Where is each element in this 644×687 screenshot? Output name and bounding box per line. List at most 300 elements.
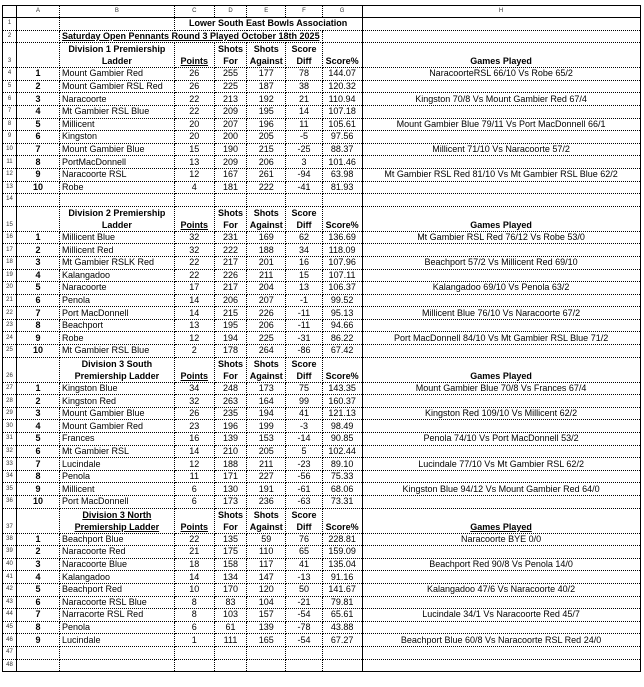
shots-against[interactable]: 104 [247, 596, 286, 609]
team-rank[interactable]: 6 [17, 131, 60, 144]
score-pct-header[interactable]: Score% [322, 206, 362, 231]
shots-for[interactable]: 195 [214, 319, 246, 332]
shots-for[interactable]: 213 [214, 93, 246, 106]
shots-for[interactable]: 139 [214, 433, 246, 446]
team-points[interactable]: 20 [174, 131, 214, 144]
game-result[interactable]: Kingston Blue 94/12 Vs Mount Gambier Red 64/0 [362, 483, 640, 496]
team-name[interactable]: Kalangadoo [60, 571, 175, 584]
shots-against[interactable]: 177 [247, 68, 286, 81]
empty-cell[interactable] [247, 194, 286, 207]
score-pct[interactable]: 73.31 [322, 496, 362, 509]
shots-against[interactable]: 153 [247, 433, 286, 446]
empty-cell[interactable] [286, 659, 322, 672]
game-result[interactable]: Naracoorte BYE 0/0 [362, 533, 640, 546]
team-points[interactable]: 12 [174, 168, 214, 181]
empty-cell[interactable] [214, 194, 246, 207]
team-rank[interactable]: 10 [17, 181, 60, 194]
shots-against[interactable]: 59 [247, 533, 286, 546]
team-points[interactable]: 2 [174, 345, 214, 358]
game-result[interactable]: Kingston Red 109/10 Vs Millicent 62/2 [362, 407, 640, 420]
empty-cell[interactable] [286, 646, 322, 659]
shots-against[interactable]: 222 [247, 181, 286, 194]
select-all-corner[interactable] [3, 6, 17, 18]
team-points[interactable]: 13 [174, 319, 214, 332]
empty-cell[interactable] [247, 659, 286, 672]
shots-against[interactable]: 191 [247, 483, 286, 496]
row-number[interactable]: 32 [3, 445, 17, 458]
empty-cell[interactable] [362, 345, 640, 358]
shots-for[interactable]: 217 [214, 282, 246, 295]
empty-cell[interactable] [362, 181, 640, 194]
row-number[interactable]: 20 [3, 282, 17, 295]
game-result[interactable]: NaracoorteRSL 66/10 Vs Robe 65/2 [362, 68, 640, 81]
score-diff[interactable]: -23 [286, 458, 322, 471]
shots-for[interactable]: 231 [214, 231, 246, 244]
shots-for[interactable]: 170 [214, 583, 246, 596]
score-diff[interactable]: -5 [286, 131, 322, 144]
row-number[interactable]: 44 [3, 609, 17, 622]
empty-cell[interactable] [17, 194, 60, 207]
row-number[interactable]: 17 [3, 244, 17, 257]
row-number[interactable]: 33 [3, 458, 17, 471]
empty-cell[interactable] [17, 30, 60, 43]
score-diff[interactable]: 16 [286, 256, 322, 269]
empty-cell[interactable] [362, 445, 640, 458]
score-pct[interactable]: 81.93 [322, 181, 362, 194]
shots-for[interactable]: 200 [214, 131, 246, 144]
team-name[interactable]: Naracoorte RSL Blue [60, 596, 175, 609]
points-header[interactable]: Points [174, 43, 214, 68]
team-rank[interactable]: 3 [17, 256, 60, 269]
team-points[interactable]: 11 [174, 470, 214, 483]
team-name[interactable]: Penola [60, 294, 175, 307]
shots-for[interactable]: 103 [214, 609, 246, 622]
shots-for[interactable]: 83 [214, 596, 246, 609]
shots-for[interactable]: 263 [214, 395, 246, 408]
team-points[interactable]: 14 [174, 294, 214, 307]
empty-cell[interactable] [362, 621, 640, 634]
score-pct[interactable]: 75.33 [322, 470, 362, 483]
shots-against[interactable]: 199 [247, 420, 286, 433]
shots-for[interactable]: 217 [214, 256, 246, 269]
team-points[interactable]: 1 [174, 634, 214, 647]
team-rank[interactable]: 1 [17, 68, 60, 81]
score-pct[interactable]: 102.44 [322, 445, 362, 458]
empty-cell[interactable] [362, 80, 640, 93]
shots-for[interactable]: 210 [214, 445, 246, 458]
score-pct[interactable]: 97.56 [322, 131, 362, 144]
team-points[interactable]: 10 [174, 583, 214, 596]
team-rank[interactable]: 8 [17, 621, 60, 634]
game-result[interactable]: Millicent 71/10 Vs Naracoorte 57/2 [362, 143, 640, 156]
row-number[interactable]: 7 [3, 105, 17, 118]
team-rank[interactable]: 3 [17, 93, 60, 106]
score-diff-header[interactable] [286, 508, 322, 533]
empty-cell[interactable] [174, 659, 214, 672]
score-pct[interactable]: 89.10 [322, 458, 362, 471]
team-name[interactable]: Millicent Blue [60, 231, 175, 244]
empty-cell[interactable] [60, 646, 175, 659]
team-rank[interactable]: 5 [17, 583, 60, 596]
row-number[interactable]: 48 [3, 659, 17, 672]
row-number[interactable]: 21 [3, 294, 17, 307]
shots-against[interactable]: 205 [247, 445, 286, 458]
team-name[interactable]: Frances [60, 433, 175, 446]
row-number[interactable]: 34 [3, 470, 17, 483]
team-rank[interactable]: 2 [17, 80, 60, 93]
empty-cell[interactable] [362, 571, 640, 584]
game-result[interactable]: Kingston 70/8 Vs Mount Gambier Red 67/4 [362, 93, 640, 106]
team-rank[interactable]: 4 [17, 571, 60, 584]
team-rank[interactable]: 9 [17, 634, 60, 647]
team-name[interactable]: Robe [60, 181, 175, 194]
empty-cell[interactable] [362, 244, 640, 257]
empty-cell[interactable] [17, 508, 60, 533]
team-rank[interactable]: 4 [17, 269, 60, 282]
empty-cell[interactable] [214, 659, 246, 672]
team-points[interactable]: 26 [174, 407, 214, 420]
team-rank[interactable]: 3 [17, 407, 60, 420]
team-rank[interactable]: 10 [17, 345, 60, 358]
score-pct[interactable]: 65.61 [322, 609, 362, 622]
empty-cell[interactable] [174, 646, 214, 659]
score-diff[interactable]: -11 [286, 307, 322, 320]
team-rank[interactable]: 7 [17, 609, 60, 622]
team-points[interactable]: 13 [174, 156, 214, 169]
team-rank[interactable]: 6 [17, 445, 60, 458]
team-points[interactable]: 21 [174, 546, 214, 559]
column-header-c[interactable]: C [174, 6, 214, 18]
score-diff[interactable]: 3 [286, 156, 322, 169]
team-points[interactable]: 26 [174, 80, 214, 93]
shots-against[interactable]: 194 [247, 407, 286, 420]
shots-against[interactable]: 147 [247, 571, 286, 584]
shots-against[interactable]: 204 [247, 282, 286, 295]
team-name[interactable]: Beachport [60, 319, 175, 332]
shots-against[interactable]: 226 [247, 307, 286, 320]
shots-against[interactable]: 195 [247, 105, 286, 118]
game-result[interactable]: Mt Gambier RSL Red 81/10 Vs Mt Gambier RSL Blue 62/2 [362, 168, 640, 181]
shots-for[interactable]: 181 [214, 181, 246, 194]
score-pct[interactable]: 105.61 [322, 118, 362, 131]
division-title[interactable] [60, 357, 175, 382]
empty-cell[interactable] [60, 18, 175, 31]
score-diff[interactable]: -3 [286, 420, 322, 433]
shots-against[interactable]: 196 [247, 118, 286, 131]
score-diff[interactable]: 41 [286, 407, 322, 420]
shots-for[interactable]: 248 [214, 382, 246, 395]
score-diff[interactable]: 99 [286, 395, 322, 408]
team-points[interactable]: 20 [174, 118, 214, 131]
row-number[interactable]: 41 [3, 571, 17, 584]
row-number[interactable]: 42 [3, 583, 17, 596]
row-number[interactable]: 29 [3, 407, 17, 420]
team-name[interactable]: Naracoorte RSL [60, 168, 175, 181]
team-name[interactable]: Millicent [60, 483, 175, 496]
team-points[interactable]: 17 [174, 282, 214, 295]
team-name[interactable]: Mount Gambier Red [60, 68, 175, 81]
score-pct[interactable]: 160.37 [322, 395, 362, 408]
score-pct[interactable]: 118.09 [322, 244, 362, 257]
row-number[interactable]: 10 [3, 143, 17, 156]
shots-for[interactable]: 134 [214, 571, 246, 584]
team-name[interactable]: Mt Gambier RSL Blue [60, 105, 175, 118]
shots-against[interactable]: 264 [247, 345, 286, 358]
shots-against[interactable]: 192 [247, 93, 286, 106]
row-number[interactable]: 11 [3, 156, 17, 169]
score-diff[interactable]: -54 [286, 634, 322, 647]
shots-against[interactable]: 261 [247, 168, 286, 181]
team-name[interactable]: Millicent Red [60, 244, 175, 257]
game-result[interactable]: Port MacDonnell 84/10 Vs Mt Gambier RSL Blue 71/2 [362, 332, 640, 345]
round-subtitle[interactable]: Saturday Open Pennants Round 3 Played October 18th 2025 [60, 30, 323, 43]
score-diff[interactable]: 65 [286, 546, 322, 559]
shots-against[interactable]: 215 [247, 143, 286, 156]
team-name[interactable]: Mount Gambier Blue [60, 407, 175, 420]
team-rank[interactable]: 9 [17, 483, 60, 496]
empty-cell[interactable] [322, 194, 362, 207]
empty-cell[interactable] [60, 659, 175, 672]
team-points[interactable]: 15 [174, 143, 214, 156]
score-pct[interactable]: 135.04 [322, 558, 362, 571]
game-result[interactable]: Penola 74/10 Vs Port MacDonnell 53/2 [362, 433, 640, 446]
empty-cell[interactable] [362, 319, 640, 332]
score-pct[interactable]: 88.37 [322, 143, 362, 156]
team-rank[interactable]: 1 [17, 533, 60, 546]
score-diff[interactable]: -61 [286, 483, 322, 496]
row-number[interactable]: 13 [3, 181, 17, 194]
shots-against[interactable]: 206 [247, 156, 286, 169]
shots-for[interactable]: 215 [214, 307, 246, 320]
shots-for[interactable]: 235 [214, 407, 246, 420]
team-points[interactable]: 4 [174, 181, 214, 194]
shots-against[interactable]: 173 [247, 382, 286, 395]
score-diff[interactable]: 41 [286, 558, 322, 571]
team-points[interactable]: 12 [174, 458, 214, 471]
empty-cell[interactable] [362, 659, 640, 672]
empty-cell[interactable] [362, 646, 640, 659]
empty-cell[interactable] [17, 646, 60, 659]
score-diff[interactable]: 14 [286, 105, 322, 118]
team-name[interactable]: Kingston Red [60, 395, 175, 408]
game-result[interactable]: Beachport 57/2 Vs Millicent Red 69/10 [362, 256, 640, 269]
team-rank[interactable]: 3 [17, 558, 60, 571]
row-number[interactable]: 40 [3, 558, 17, 571]
team-rank[interactable]: 8 [17, 156, 60, 169]
shots-for[interactable]: 178 [214, 345, 246, 358]
team-rank[interactable]: 9 [17, 168, 60, 181]
row-number[interactable]: 24 [3, 332, 17, 345]
shots-for[interactable]: 188 [214, 458, 246, 471]
column-header-f[interactable]: F [286, 6, 322, 18]
team-name[interactable]: Mount Gambier Blue [60, 143, 175, 156]
score-pct[interactable]: 121.13 [322, 407, 362, 420]
team-name[interactable]: Naracoorte [60, 282, 175, 295]
shots-against[interactable]: 206 [247, 319, 286, 332]
game-result[interactable]: Lucindale 77/10 Vs Mt Gambier RSL 62/2 [362, 458, 640, 471]
score-diff[interactable]: -13 [286, 571, 322, 584]
games-played-header[interactable]: Games Played [362, 43, 640, 68]
column-header-e[interactable]: E [247, 6, 286, 18]
score-pct[interactable]: 91.16 [322, 571, 362, 584]
team-name[interactable]: Kalangadoo [60, 269, 175, 282]
shots-for[interactable]: 61 [214, 621, 246, 634]
shots-against[interactable]: 139 [247, 621, 286, 634]
team-name[interactable]: Penola [60, 470, 175, 483]
empty-cell[interactable] [17, 357, 60, 382]
shots-for[interactable]: 135 [214, 533, 246, 546]
empty-cell[interactable] [362, 470, 640, 483]
row-number[interactable]: 37 [3, 508, 17, 533]
shots-against[interactable]: 201 [247, 256, 286, 269]
shots-for[interactable]: 209 [214, 156, 246, 169]
shots-for[interactable]: 196 [214, 420, 246, 433]
game-result[interactable]: Beachport Blue 60/8 Vs Naracoorte RSL Red 24/0 [362, 634, 640, 647]
division-title[interactable] [60, 43, 175, 68]
empty-cell[interactable] [362, 496, 640, 509]
score-diff[interactable]: -78 [286, 621, 322, 634]
team-name[interactable]: Naracoorte [60, 93, 175, 106]
empty-cell[interactable] [17, 43, 60, 68]
row-number[interactable]: 46 [3, 634, 17, 647]
team-points[interactable]: 8 [174, 596, 214, 609]
shots-for[interactable]: 158 [214, 558, 246, 571]
row-number[interactable]: 43 [3, 596, 17, 609]
team-rank[interactable]: 2 [17, 395, 60, 408]
shots-against[interactable]: 227 [247, 470, 286, 483]
row-number[interactable]: 31 [3, 433, 17, 446]
row-number[interactable]: 19 [3, 269, 17, 282]
team-name[interactable]: Robe [60, 332, 175, 345]
shots-against[interactable]: 157 [247, 609, 286, 622]
row-number[interactable]: 2 [3, 30, 17, 43]
shots-for[interactable]: 190 [214, 143, 246, 156]
row-number[interactable]: 9 [3, 131, 17, 144]
team-name[interactable]: Mt Gambier RSL [60, 445, 175, 458]
team-name[interactable]: Mt Gambier RSL Blue [60, 345, 175, 358]
team-points[interactable]: 22 [174, 533, 214, 546]
team-points[interactable]: 22 [174, 269, 214, 282]
team-points[interactable]: 32 [174, 395, 214, 408]
shots-for[interactable]: 171 [214, 470, 246, 483]
row-number[interactable]: 8 [3, 118, 17, 131]
empty-cell[interactable] [362, 269, 640, 282]
score-pct-header[interactable]: Score% [322, 43, 362, 68]
shots-against[interactable]: 164 [247, 395, 286, 408]
team-points[interactable]: 22 [174, 93, 214, 106]
team-name[interactable]: Penola [60, 621, 175, 634]
team-points[interactable]: 34 [174, 382, 214, 395]
score-pct[interactable]: 90.85 [322, 433, 362, 446]
shots-against[interactable]: 211 [247, 458, 286, 471]
game-result[interactable]: Kalangadoo 69/10 Vs Penola 63/2 [362, 282, 640, 295]
empty-cell[interactable] [362, 420, 640, 433]
row-number[interactable]: 35 [3, 483, 17, 496]
team-rank[interactable]: 10 [17, 496, 60, 509]
shots-against-header[interactable] [247, 508, 286, 533]
empty-cell[interactable] [322, 659, 362, 672]
team-points[interactable]: 32 [174, 231, 214, 244]
shots-for-header[interactable] [214, 508, 246, 533]
team-rank[interactable]: 8 [17, 470, 60, 483]
shots-against[interactable]: 120 [247, 583, 286, 596]
shots-for[interactable]: 194 [214, 332, 246, 345]
score-diff[interactable]: 50 [286, 583, 322, 596]
row-number[interactable]: 5 [3, 80, 17, 93]
score-pct[interactable]: 141.67 [322, 583, 362, 596]
empty-cell[interactable] [17, 18, 60, 31]
games-played-header[interactable]: Games Played [362, 357, 640, 382]
column-header-b[interactable]: B [60, 6, 175, 18]
score-pct-header[interactable]: Score% [322, 357, 362, 382]
team-rank[interactable]: 5 [17, 118, 60, 131]
row-number[interactable]: 15 [3, 206, 17, 231]
team-points[interactable]: 14 [174, 571, 214, 584]
team-points[interactable]: 12 [174, 332, 214, 345]
row-number[interactable]: 36 [3, 496, 17, 509]
shots-against-header[interactable] [247, 206, 286, 231]
column-header-g[interactable]: G [322, 6, 362, 18]
team-rank[interactable]: 4 [17, 420, 60, 433]
shots-against[interactable]: 169 [247, 231, 286, 244]
score-pct[interactable]: 136.69 [322, 231, 362, 244]
score-pct[interactable]: 144.07 [322, 68, 362, 81]
team-points[interactable]: 8 [174, 609, 214, 622]
row-number[interactable]: 47 [3, 646, 17, 659]
empty-cell[interactable] [247, 646, 286, 659]
score-diff[interactable]: 78 [286, 68, 322, 81]
team-rank[interactable]: 5 [17, 433, 60, 446]
team-points[interactable]: 26 [174, 68, 214, 81]
row-number[interactable]: 6 [3, 93, 17, 106]
game-result[interactable]: Mount Gambier Blue 79/11 Vs Port MacDonnell 66/1 [362, 118, 640, 131]
game-result[interactable]: Kalangadoo 47/6 Vs Naracoorte 40/2 [362, 583, 640, 596]
shots-for[interactable]: 225 [214, 80, 246, 93]
shots-for[interactable]: 206 [214, 294, 246, 307]
team-rank[interactable]: 7 [17, 143, 60, 156]
empty-cell[interactable] [322, 30, 362, 43]
row-number[interactable]: 27 [3, 382, 17, 395]
score-pct[interactable]: 120.32 [322, 80, 362, 93]
shots-for[interactable]: 222 [214, 244, 246, 257]
score-diff[interactable]: 76 [286, 533, 322, 546]
division-title[interactable] [60, 508, 175, 533]
score-pct[interactable]: 110.94 [322, 93, 362, 106]
score-pct[interactable]: 43.88 [322, 621, 362, 634]
score-pct[interactable]: 79.81 [322, 596, 362, 609]
team-rank[interactable]: 1 [17, 382, 60, 395]
shots-against-header[interactable] [247, 43, 286, 68]
team-rank[interactable]: 1 [17, 231, 60, 244]
row-number[interactable]: 1 [3, 18, 17, 31]
team-rank[interactable]: 5 [17, 282, 60, 295]
empty-cell[interactable] [17, 659, 60, 672]
sheet-title[interactable]: Lower South East Bowls Association [174, 18, 362, 31]
shots-for-header[interactable] [214, 357, 246, 382]
games-played-header[interactable]: Games Played [362, 508, 640, 533]
team-points[interactable]: 6 [174, 496, 214, 509]
score-pct[interactable]: 95.13 [322, 307, 362, 320]
points-header[interactable]: Points [174, 357, 214, 382]
row-number[interactable]: 12 [3, 168, 17, 181]
row-number[interactable]: 45 [3, 621, 17, 634]
team-points[interactable]: 14 [174, 445, 214, 458]
team-name[interactable]: Naracoorte Red [60, 546, 175, 559]
empty-cell[interactable] [286, 194, 322, 207]
empty-cell[interactable] [362, 596, 640, 609]
game-result[interactable]: Mt Gambier RSL Red 76/12 Vs Robe 53/0 [362, 231, 640, 244]
score-pct[interactable]: 68.06 [322, 483, 362, 496]
